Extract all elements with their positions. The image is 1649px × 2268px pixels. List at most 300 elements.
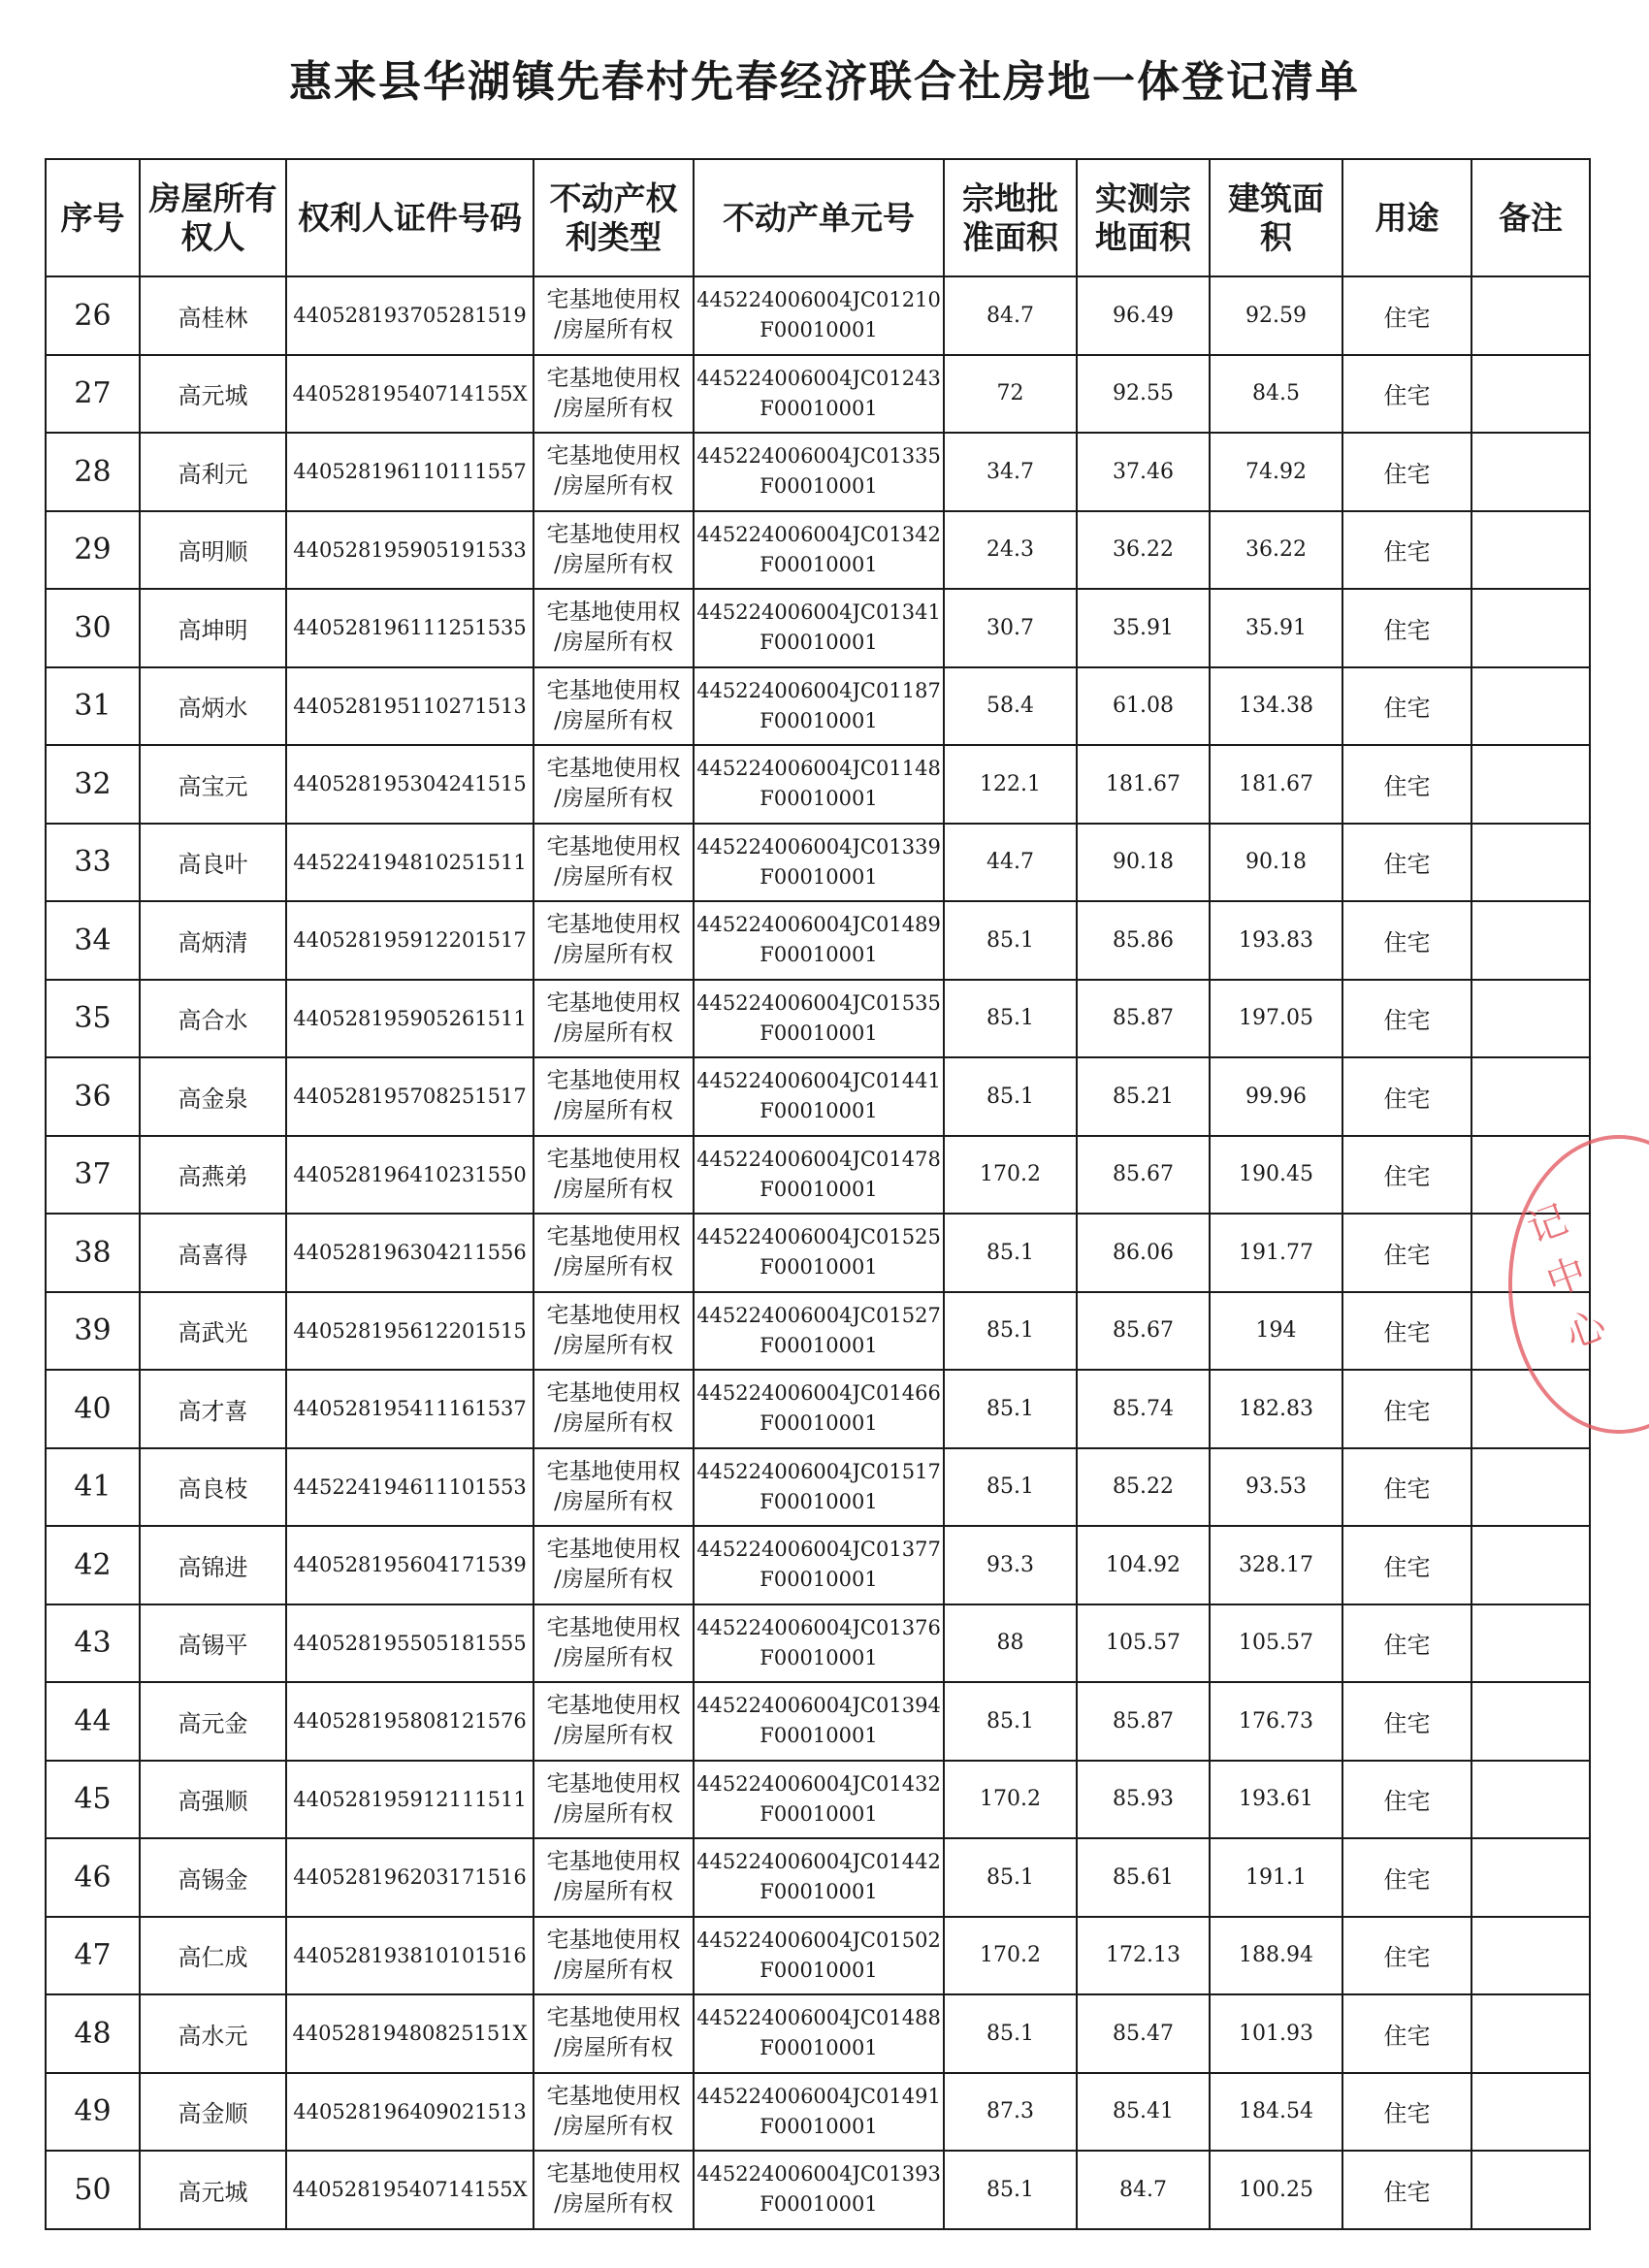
row-id-number: 445224194810251511: [286, 824, 534, 902]
row-approved-area: 34.7: [944, 433, 1077, 511]
row-rights-type: [534, 1994, 694, 2073]
row-seq: 38: [46, 1214, 140, 1292]
row-unit-number-line: F00010001: [760, 2114, 878, 2138]
row-use: 住宅: [1342, 355, 1471, 434]
row-owner: 高坤明: [140, 589, 286, 667]
row-owner: 高喜得: [140, 1214, 286, 1292]
row-note: [1471, 2151, 1590, 2229]
row-rights-type: [534, 1370, 694, 1448]
row-unit-number: [694, 824, 944, 902]
row-owner: 高水元: [140, 1994, 286, 2073]
row-seq: 33: [46, 824, 140, 902]
row-rights-type: [534, 901, 694, 980]
row-rights-type: [534, 1136, 694, 1215]
row-owner: 高良枝: [140, 1448, 286, 1527]
row-id-number: 440528196304211556: [286, 1214, 534, 1292]
row-rights-type-line: /房屋所有权: [554, 1098, 673, 1124]
row-approved-area: 170.2: [944, 1136, 1077, 1215]
row-unit-number-line: F00010001: [760, 2192, 878, 2217]
row-measured-area: 36.22: [1077, 511, 1210, 590]
row-approved-area: 30.7: [944, 589, 1077, 667]
row-approved-area: 85.1: [944, 2151, 1077, 2229]
row-unit-number: [694, 1917, 944, 1995]
row-building-area: 36.22: [1210, 511, 1342, 590]
row-use: 住宅: [1342, 276, 1471, 355]
row-id-number: 440528195912201517: [286, 901, 534, 980]
row-id-number: 445224194611101553: [286, 1448, 534, 1527]
table-row: [46, 1370, 1590, 1448]
header-note: 备注: [1471, 159, 1590, 276]
row-owner: 高武光: [140, 1292, 286, 1371]
row-approved-area: 85.1: [944, 1057, 1077, 1136]
header-rights-type: 不动产权 利类型: [534, 159, 694, 276]
row-use: 住宅: [1342, 901, 1471, 980]
table-row: [46, 355, 1590, 434]
row-use: 住宅: [1342, 1682, 1471, 1761]
row-unit-number: [694, 2073, 944, 2152]
row-unit-number-line: 445224006004JC01243: [696, 366, 941, 390]
row-owner: 高燕弟: [140, 1136, 286, 1215]
row-note: [1471, 667, 1590, 746]
table-row: [46, 1214, 1590, 1292]
row-id-number: 440528195304241515: [286, 745, 534, 824]
row-rights-type-line: 宅基地使用权: [546, 1770, 681, 1797]
row-rights-type-line: 宅基地使用权: [546, 989, 681, 1016]
table-row: [46, 745, 1590, 824]
row-unit-number: [694, 980, 944, 1058]
row-building-area: 84.5: [1210, 355, 1342, 434]
row-rights-type: [534, 1448, 694, 1527]
row-seq: 40: [46, 1370, 140, 1448]
header-id-number: 权利人证件号码: [286, 159, 534, 276]
row-unit-number: [694, 1214, 944, 1292]
row-building-area: 92.59: [1210, 276, 1342, 355]
row-rights-type: [534, 589, 694, 667]
row-unit-number-line: 445224006004JC01527: [696, 1303, 941, 1327]
row-seq: 32: [46, 745, 140, 824]
row-use: 住宅: [1342, 667, 1471, 746]
table-row: [46, 276, 1590, 355]
row-measured-area: 85.41: [1077, 2073, 1210, 2152]
row-use: 住宅: [1342, 1214, 1471, 1292]
row-use: 住宅: [1342, 1604, 1471, 1683]
row-unit-number-line: 445224006004JC01535: [696, 990, 941, 1015]
row-unit-number-line: 445224006004JC01441: [696, 1069, 941, 1093]
row-rights-type-line: /房屋所有权: [554, 2035, 673, 2061]
row-rights-type-line: /房屋所有权: [554, 395, 673, 421]
table-row: [46, 980, 1590, 1058]
row-rights-type-line: 宅基地使用权: [546, 1849, 681, 1875]
table-row: [46, 1526, 1590, 1604]
row-use: 住宅: [1342, 824, 1471, 902]
row-rights-type-line: /房屋所有权: [554, 1254, 673, 1280]
row-seq: 37: [46, 1136, 140, 1215]
row-unit-number-line: 445224006004JC01432: [696, 1771, 941, 1796]
row-id-number: 440528195604171539: [286, 1526, 534, 1604]
row-use: 住宅: [1342, 1448, 1471, 1527]
row-id-number: 440528196410231550: [286, 1136, 534, 1215]
row-approved-area: 122.1: [944, 745, 1077, 824]
row-rights-type-line: 宅基地使用权: [546, 1614, 681, 1640]
row-unit-number-line: F00010001: [760, 474, 878, 499]
row-measured-area: 105.57: [1077, 1604, 1210, 1683]
row-seq: 30: [46, 589, 140, 667]
row-unit-number-line: F00010001: [760, 1021, 878, 1045]
row-building-area: 35.91: [1210, 589, 1342, 667]
row-note: [1471, 2073, 1590, 2152]
row-seq: 31: [46, 667, 140, 746]
row-id-number: 440528195905191533: [286, 511, 534, 590]
row-use: 住宅: [1342, 1838, 1471, 1917]
row-rights-type: [534, 1917, 694, 1995]
header-seq: 序号: [46, 159, 140, 276]
row-measured-area: 172.13: [1077, 1917, 1210, 1995]
row-measured-area: 85.47: [1077, 1994, 1210, 2073]
row-unit-number-line: F00010001: [760, 1801, 878, 1826]
row-unit-number-line: F00010001: [760, 943, 878, 967]
row-building-area: 191.77: [1210, 1214, 1342, 1292]
row-building-area: 182.83: [1210, 1370, 1342, 1448]
row-id-number: 440528195110271513: [286, 667, 534, 746]
row-note: [1471, 1838, 1590, 1917]
row-building-area: 191.1: [1210, 1838, 1342, 1917]
row-note: [1471, 276, 1590, 355]
row-rights-type-line: 宅基地使用权: [546, 912, 681, 938]
row-id-number: 440528195612201515: [286, 1292, 534, 1371]
row-rights-type: [534, 2151, 694, 2229]
row-building-area: 181.67: [1210, 745, 1342, 824]
row-unit-number: [694, 511, 944, 590]
row-measured-area: 104.92: [1077, 1526, 1210, 1604]
row-rights-type: [534, 667, 694, 746]
row-use: 住宅: [1342, 1057, 1471, 1136]
row-rights-type-line: /房屋所有权: [554, 1332, 673, 1358]
row-note: [1471, 980, 1590, 1058]
row-use: 住宅: [1342, 1136, 1471, 1215]
row-id-number: 440528195505181555: [286, 1604, 534, 1683]
row-unit-number-line: F00010001: [760, 1880, 878, 1904]
table-row: [46, 1292, 1590, 1371]
row-unit-number-line: 445224006004JC01148: [696, 757, 941, 781]
row-seq: 36: [46, 1057, 140, 1136]
row-approved-area: 170.2: [944, 1917, 1077, 1995]
row-seq: 47: [46, 1917, 140, 1995]
row-unit-number: [694, 1682, 944, 1761]
row-unit-number-line: F00010001: [760, 1724, 878, 1748]
row-use: 住宅: [1342, 745, 1471, 824]
row-owner: 高才喜: [140, 1370, 286, 1448]
row-approved-area: 93.3: [944, 1526, 1077, 1604]
row-rights-type-line: /房屋所有权: [554, 1644, 673, 1670]
row-note: [1471, 1448, 1590, 1527]
table-body: [46, 276, 1590, 2229]
row-owner: 高炳清: [140, 901, 286, 980]
row-rights-type: [534, 1292, 694, 1371]
row-building-area: 193.83: [1210, 901, 1342, 980]
row-unit-number: [694, 1292, 944, 1371]
row-building-area: 184.54: [1210, 2073, 1342, 2152]
row-approved-area: 44.7: [944, 824, 1077, 902]
header-use: 用途: [1342, 159, 1471, 276]
row-seq: 50: [46, 2151, 140, 2229]
row-rights-type: [534, 433, 694, 511]
table-row: [46, 1917, 1590, 1995]
row-unit-number-line: 445224006004JC01525: [696, 1225, 941, 1249]
row-unit-number-line: 445224006004JC01466: [696, 1381, 941, 1406]
row-rights-type-line: /房屋所有权: [554, 630, 673, 656]
row-unit-number-line: 445224006004JC01394: [696, 1694, 941, 1718]
row-use: 住宅: [1342, 511, 1471, 590]
row-use: 住宅: [1342, 1917, 1471, 1995]
row-unit-number-line: 445224006004JC01339: [696, 834, 941, 859]
row-unit-number: [694, 901, 944, 980]
row-use: 住宅: [1342, 1761, 1471, 1839]
row-building-area: 74.92: [1210, 433, 1342, 511]
row-rights-type-line: 宅基地使用权: [546, 1458, 681, 1484]
row-approved-area: 88: [944, 1604, 1077, 1683]
row-unit-number-line: 445224006004JC01488: [696, 2006, 941, 2030]
row-note: [1471, 1761, 1590, 1839]
row-note: [1471, 511, 1590, 590]
row-owner: 高锦进: [140, 1526, 286, 1604]
row-rights-type-line: /房屋所有权: [554, 1879, 673, 1905]
row-owner: 高锡平: [140, 1604, 286, 1683]
row-unit-number: [694, 667, 944, 746]
table-row: [46, 1682, 1590, 1761]
row-id-number: 440528193705281519: [286, 276, 534, 355]
row-seq: 26: [46, 276, 140, 355]
row-rights-type: [534, 355, 694, 434]
row-owner: 高金泉: [140, 1057, 286, 1136]
row-measured-area: 92.55: [1077, 355, 1210, 434]
row-note: [1471, 1526, 1590, 1604]
row-unit-number-line: 445224006004JC01491: [696, 2084, 941, 2108]
row-approved-area: 85.1: [944, 1370, 1077, 1448]
row-owner: 高宝元: [140, 745, 286, 824]
row-unit-number-line: F00010001: [760, 1333, 878, 1357]
row-id-number: 44052819540714155X: [286, 355, 534, 434]
row-use: 住宅: [1342, 433, 1471, 511]
row-owner: 高桂林: [140, 276, 286, 355]
row-unit-number-line: F00010001: [760, 1645, 878, 1669]
row-note: [1471, 433, 1590, 511]
header-approved-area: 宗地批 准面积: [944, 159, 1077, 276]
row-owner: 高良叶: [140, 824, 286, 902]
row-rights-type-line: 宅基地使用权: [546, 2083, 681, 2109]
row-note: [1471, 1604, 1590, 1683]
row-rights-type-line: 宅基地使用权: [546, 599, 681, 626]
row-id-number: 440528195905261511: [286, 980, 534, 1058]
row-building-area: 188.94: [1210, 1917, 1342, 1995]
row-seq: 39: [46, 1292, 140, 1371]
row-unit-number-line: 445224006004JC01342: [696, 522, 941, 546]
row-building-area: 90.18: [1210, 824, 1342, 902]
header-unit-number: 不动产单元号: [694, 159, 944, 276]
row-building-area: 134.38: [1210, 667, 1342, 746]
row-unit-number-line: F00010001: [760, 1099, 878, 1123]
row-seq: 27: [46, 355, 140, 434]
table-row: [46, 824, 1590, 902]
table-row: [46, 667, 1590, 746]
row-unit-number-line: 445224006004JC01210: [696, 288, 941, 312]
row-note: [1471, 745, 1590, 824]
row-unit-number: [694, 745, 944, 824]
row-measured-area: 85.93: [1077, 1761, 1210, 1839]
row-unit-number-line: 445224006004JC01335: [696, 444, 941, 469]
row-unit-number-line: F00010001: [760, 864, 878, 889]
row-rights-type: [534, 824, 694, 902]
row-rights-type-line: /房屋所有权: [554, 551, 673, 577]
row-owner: 高强顺: [140, 1761, 286, 1839]
row-rights-type-line: 宅基地使用权: [546, 1693, 681, 1719]
row-building-area: 197.05: [1210, 980, 1342, 1058]
row-unit-number: [694, 433, 944, 511]
row-rights-type: [534, 2073, 694, 2152]
row-rights-type-line: 宅基地使用权: [546, 365, 681, 391]
row-unit-number-line: F00010001: [760, 708, 878, 732]
row-note: [1471, 1057, 1590, 1136]
row-unit-number-line: F00010001: [760, 2036, 878, 2060]
row-unit-number-line: F00010001: [760, 1958, 878, 1982]
row-measured-area: 84.7: [1077, 2151, 1210, 2229]
row-unit-number-line: F00010001: [760, 552, 878, 576]
row-unit-number-line: 445224006004JC01478: [696, 1147, 941, 1171]
row-owner: 高元城: [140, 2151, 286, 2229]
row-measured-area: 85.67: [1077, 1136, 1210, 1215]
table-row: [46, 589, 1590, 667]
row-rights-type-line: /房屋所有权: [554, 707, 673, 733]
row-rights-type-line: 宅基地使用权: [546, 521, 681, 547]
row-measured-area: 85.67: [1077, 1292, 1210, 1371]
row-rights-type-line: 宅基地使用权: [546, 2005, 681, 2031]
row-approved-area: 85.1: [944, 1448, 1077, 1527]
row-measured-area: 85.87: [1077, 1682, 1210, 1761]
row-owner: 高仁成: [140, 1917, 286, 1995]
row-unit-number-line: F00010001: [760, 1411, 878, 1436]
row-rights-type-line: /房屋所有权: [554, 2113, 673, 2139]
row-unit-number-line: F00010001: [760, 787, 878, 811]
row-rights-type: [534, 1682, 694, 1761]
row-owner: 高合水: [140, 980, 286, 1058]
row-rights-type-line: /房屋所有权: [554, 1488, 673, 1514]
row-id-number: 440528196111251535: [286, 589, 534, 667]
row-seq: 34: [46, 901, 140, 980]
row-approved-area: 84.7: [944, 276, 1077, 355]
row-rights-type: [534, 1838, 694, 1917]
seal-text: 记中心: [1521, 1197, 1612, 1358]
registration-table: [45, 158, 1591, 2230]
row-rights-type-line: /房屋所有权: [554, 1176, 673, 1202]
row-use: 住宅: [1342, 1370, 1471, 1448]
row-unit-number: [694, 355, 944, 434]
table-row: [46, 1136, 1590, 1215]
row-approved-area: 85.1: [944, 1214, 1077, 1292]
row-id-number: 440528196203171516: [286, 1838, 534, 1917]
row-owner: 高元城: [140, 355, 286, 434]
row-rights-type: [534, 1214, 694, 1292]
row-rights-type-line: 宅基地使用权: [546, 1302, 681, 1328]
row-rights-type-line: /房屋所有权: [554, 473, 673, 500]
row-measured-area: 181.67: [1077, 745, 1210, 824]
row-unit-number-line: 445224006004JC01393: [696, 2162, 941, 2187]
header-building-area: 建筑面 积: [1210, 159, 1342, 276]
row-measured-area: 85.21: [1077, 1057, 1210, 1136]
row-rights-type-line: 宅基地使用权: [546, 1537, 681, 1563]
row-note: [1471, 1994, 1590, 2073]
table-row: [46, 2073, 1590, 2152]
row-unit-number-line: F00010001: [760, 1489, 878, 1513]
row-rights-type-line: 宅基地使用权: [546, 287, 681, 313]
row-rights-type-line: 宅基地使用权: [546, 443, 681, 470]
row-measured-area: 96.49: [1077, 276, 1210, 355]
row-unit-number: [694, 1370, 944, 1448]
document-title: 惠来县华湖镇先春村先春经济联合社房地一体登记清单: [289, 57, 1360, 107]
table-row: [46, 2151, 1590, 2229]
row-measured-area: 37.46: [1077, 433, 1210, 511]
row-building-area: 105.57: [1210, 1604, 1342, 1683]
row-unit-number-line: 445224006004JC01442: [696, 1850, 941, 1874]
row-approved-area: 58.4: [944, 667, 1077, 746]
row-approved-area: 87.3: [944, 2073, 1077, 2152]
row-unit-number: [694, 1761, 944, 1839]
row-rights-type-line: 宅基地使用权: [546, 677, 681, 703]
row-note: [1471, 1682, 1590, 1761]
table-row: [46, 1761, 1590, 1839]
row-building-area: 190.45: [1210, 1136, 1342, 1215]
row-owner: 高明顺: [140, 511, 286, 590]
row-use: 住宅: [1342, 1292, 1471, 1371]
row-seq: 43: [46, 1604, 140, 1683]
row-rights-type-line: 宅基地使用权: [546, 2161, 681, 2187]
row-approved-area: 85.1: [944, 1682, 1077, 1761]
row-rights-type: [534, 980, 694, 1058]
row-approved-area: 170.2: [944, 1761, 1077, 1839]
row-note: [1471, 824, 1590, 902]
table-row: [46, 1604, 1590, 1683]
row-seq: 41: [46, 1448, 140, 1527]
row-unit-number: [694, 1838, 944, 1917]
row-rights-type-line: 宅基地使用权: [546, 1224, 681, 1250]
row-seq: 28: [46, 433, 140, 511]
table-row: [46, 433, 1590, 511]
row-rights-type-line: /房屋所有权: [554, 1800, 673, 1827]
row-rights-type: [534, 511, 694, 590]
row-owner: 高利元: [140, 433, 286, 511]
row-approved-area: 85.1: [944, 980, 1077, 1058]
row-measured-area: 85.22: [1077, 1448, 1210, 1527]
row-unit-number: [694, 1526, 944, 1604]
row-approved-area: 24.3: [944, 511, 1077, 590]
row-id-number: 440528196409021513: [286, 2073, 534, 2152]
row-unit-number-line: F00010001: [760, 631, 878, 655]
row-rights-type-line: /房屋所有权: [554, 942, 673, 968]
row-unit-number-line: F00010001: [760, 318, 878, 342]
row-owner: 高元金: [140, 1682, 286, 1761]
row-unit-number: [694, 1057, 944, 1136]
header-row: [46, 159, 1590, 276]
table-row: [46, 1994, 1590, 2073]
row-seq: 35: [46, 980, 140, 1058]
row-approved-area: 85.1: [944, 901, 1077, 980]
row-seq: 46: [46, 1838, 140, 1917]
row-measured-area: 35.91: [1077, 589, 1210, 667]
row-measured-area: 85.61: [1077, 1838, 1210, 1917]
row-building-area: 328.17: [1210, 1526, 1342, 1604]
row-rights-type-line: 宅基地使用权: [546, 756, 681, 782]
row-rights-type-line: /房屋所有权: [554, 1567, 673, 1593]
row-id-number: 440528193810101516: [286, 1917, 534, 1995]
row-rights-type-line: 宅基地使用权: [546, 1927, 681, 1953]
